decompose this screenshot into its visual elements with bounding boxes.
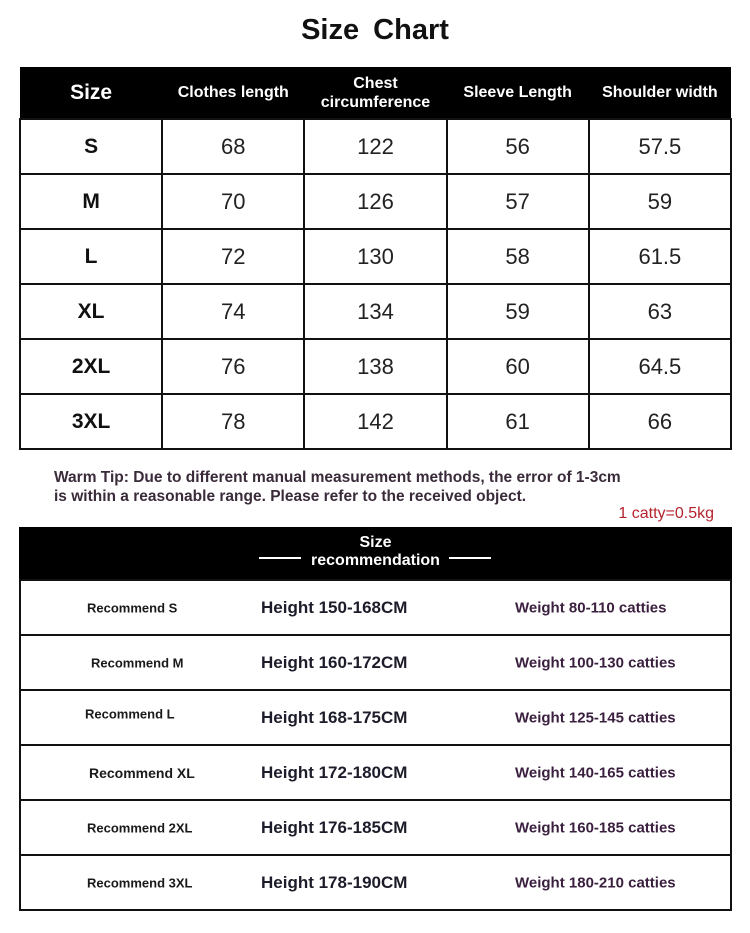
size-table <box>19 67 732 450</box>
recommendation-header-line1: Size <box>359 534 392 551</box>
warm-tip-line1: Warm Tip: Due to different manual measurement methods, the error of 1-3cm <box>54 469 621 486</box>
warm-tip-line2: is within a reasonable range. Please refer to the received object. <box>54 488 527 505</box>
recommendation-row <box>19 636 732 691</box>
page-title: Size Chart <box>301 14 449 46</box>
recommend-size: Recommend 2XL <box>87 820 193 835</box>
clothes-length-cell: 72 <box>162 229 304 284</box>
chest-cell: 138 <box>304 339 446 394</box>
shoulder-cell: 66 <box>589 394 731 449</box>
recommend-height: Height 150-168CM <box>261 597 408 617</box>
chest-cell: 122 <box>304 119 446 174</box>
recommend-size: Recommend S <box>87 600 178 615</box>
shoulder-cell: 63 <box>589 284 731 339</box>
recommend-height: Height 172-180CM <box>261 762 408 782</box>
clothes-length-cell: 70 <box>162 174 304 229</box>
size-cell: S <box>20 119 162 174</box>
catty-note: 1 catty=0.5kg <box>618 505 714 522</box>
table-row <box>20 229 731 284</box>
recommend-height: Height 178-190CM <box>261 872 408 892</box>
recommend-size: Recommend XL <box>89 764 195 781</box>
chest-cell: 134 <box>304 284 446 339</box>
recommendation-row <box>19 746 732 801</box>
recommend-weight: Weight 140-165 catties <box>515 764 676 781</box>
size-cell: 3XL <box>20 394 162 449</box>
recommend-weight: Weight 80-110 catties <box>515 599 667 616</box>
shoulder-cell: 57.5 <box>589 119 731 174</box>
chest-cell: 142 <box>304 394 446 449</box>
clothes-length-cell: 68 <box>162 119 304 174</box>
recommend-weight: Weight 160-185 catties <box>515 819 676 836</box>
table-row <box>20 119 731 174</box>
sleeve-cell: 57 <box>447 174 589 229</box>
recommend-height: Height 168-175CM <box>261 707 408 727</box>
recommend-size: Recommend 3XL <box>87 875 193 890</box>
recommend-size: Recommend L <box>85 706 175 722</box>
shoulder-cell: 61.5 <box>589 229 731 284</box>
recommendation-header-line2: recommendation <box>311 552 440 569</box>
recommendation-row <box>19 579 732 636</box>
header-chest-circumference <box>304 67 446 119</box>
warm-tip <box>54 468 734 506</box>
recommend-height: Height 176-185CM <box>261 817 408 837</box>
table-row <box>20 174 731 229</box>
table-row <box>20 394 731 449</box>
chest-cell: 126 <box>304 174 446 229</box>
table-row <box>20 284 731 339</box>
recommendation-header <box>19 527 732 579</box>
recommend-height: Height 160-172CM <box>261 652 408 672</box>
size-table-header <box>20 67 731 119</box>
sleeve-cell: 59 <box>447 284 589 339</box>
header-size: Size <box>20 67 162 119</box>
recommendation-row <box>19 856 732 911</box>
recommend-weight: Weight 100-130 catties <box>515 654 676 671</box>
clothes-length-cell: 78 <box>162 394 304 449</box>
header-clothes-length: Clothes length <box>162 67 304 119</box>
chest-cell: 130 <box>304 229 446 284</box>
size-cell: 2XL <box>20 339 162 394</box>
sleeve-cell: 60 <box>447 339 589 394</box>
recommend-weight: Weight 180-210 catties <box>515 874 676 891</box>
clothes-length-cell: 74 <box>162 284 304 339</box>
sleeve-cell: 56 <box>447 119 589 174</box>
size-cell: L <box>20 229 162 284</box>
size-cell: M <box>20 174 162 229</box>
recommendation-row <box>19 801 732 856</box>
recommend-size: Recommend M <box>91 655 184 670</box>
shoulder-cell: 64.5 <box>589 339 731 394</box>
clothes-length-cell: 76 <box>162 339 304 394</box>
size-cell: XL <box>20 284 162 339</box>
table-row <box>20 339 731 394</box>
header-shoulder-width: Shoulder width <box>589 67 731 119</box>
recommendation-row <box>19 691 732 746</box>
shoulder-cell: 59 <box>589 174 731 229</box>
header-sleeve-length: Sleeve Length <box>447 67 589 119</box>
header-chest-line2: circumference <box>320 93 431 111</box>
sleeve-cell: 58 <box>447 229 589 284</box>
recommend-weight: Weight 125-145 catties <box>515 709 676 726</box>
header-chest-line1: Chest <box>353 74 398 92</box>
recommendation-table <box>19 579 732 911</box>
sleeve-cell: 61 <box>447 394 589 449</box>
